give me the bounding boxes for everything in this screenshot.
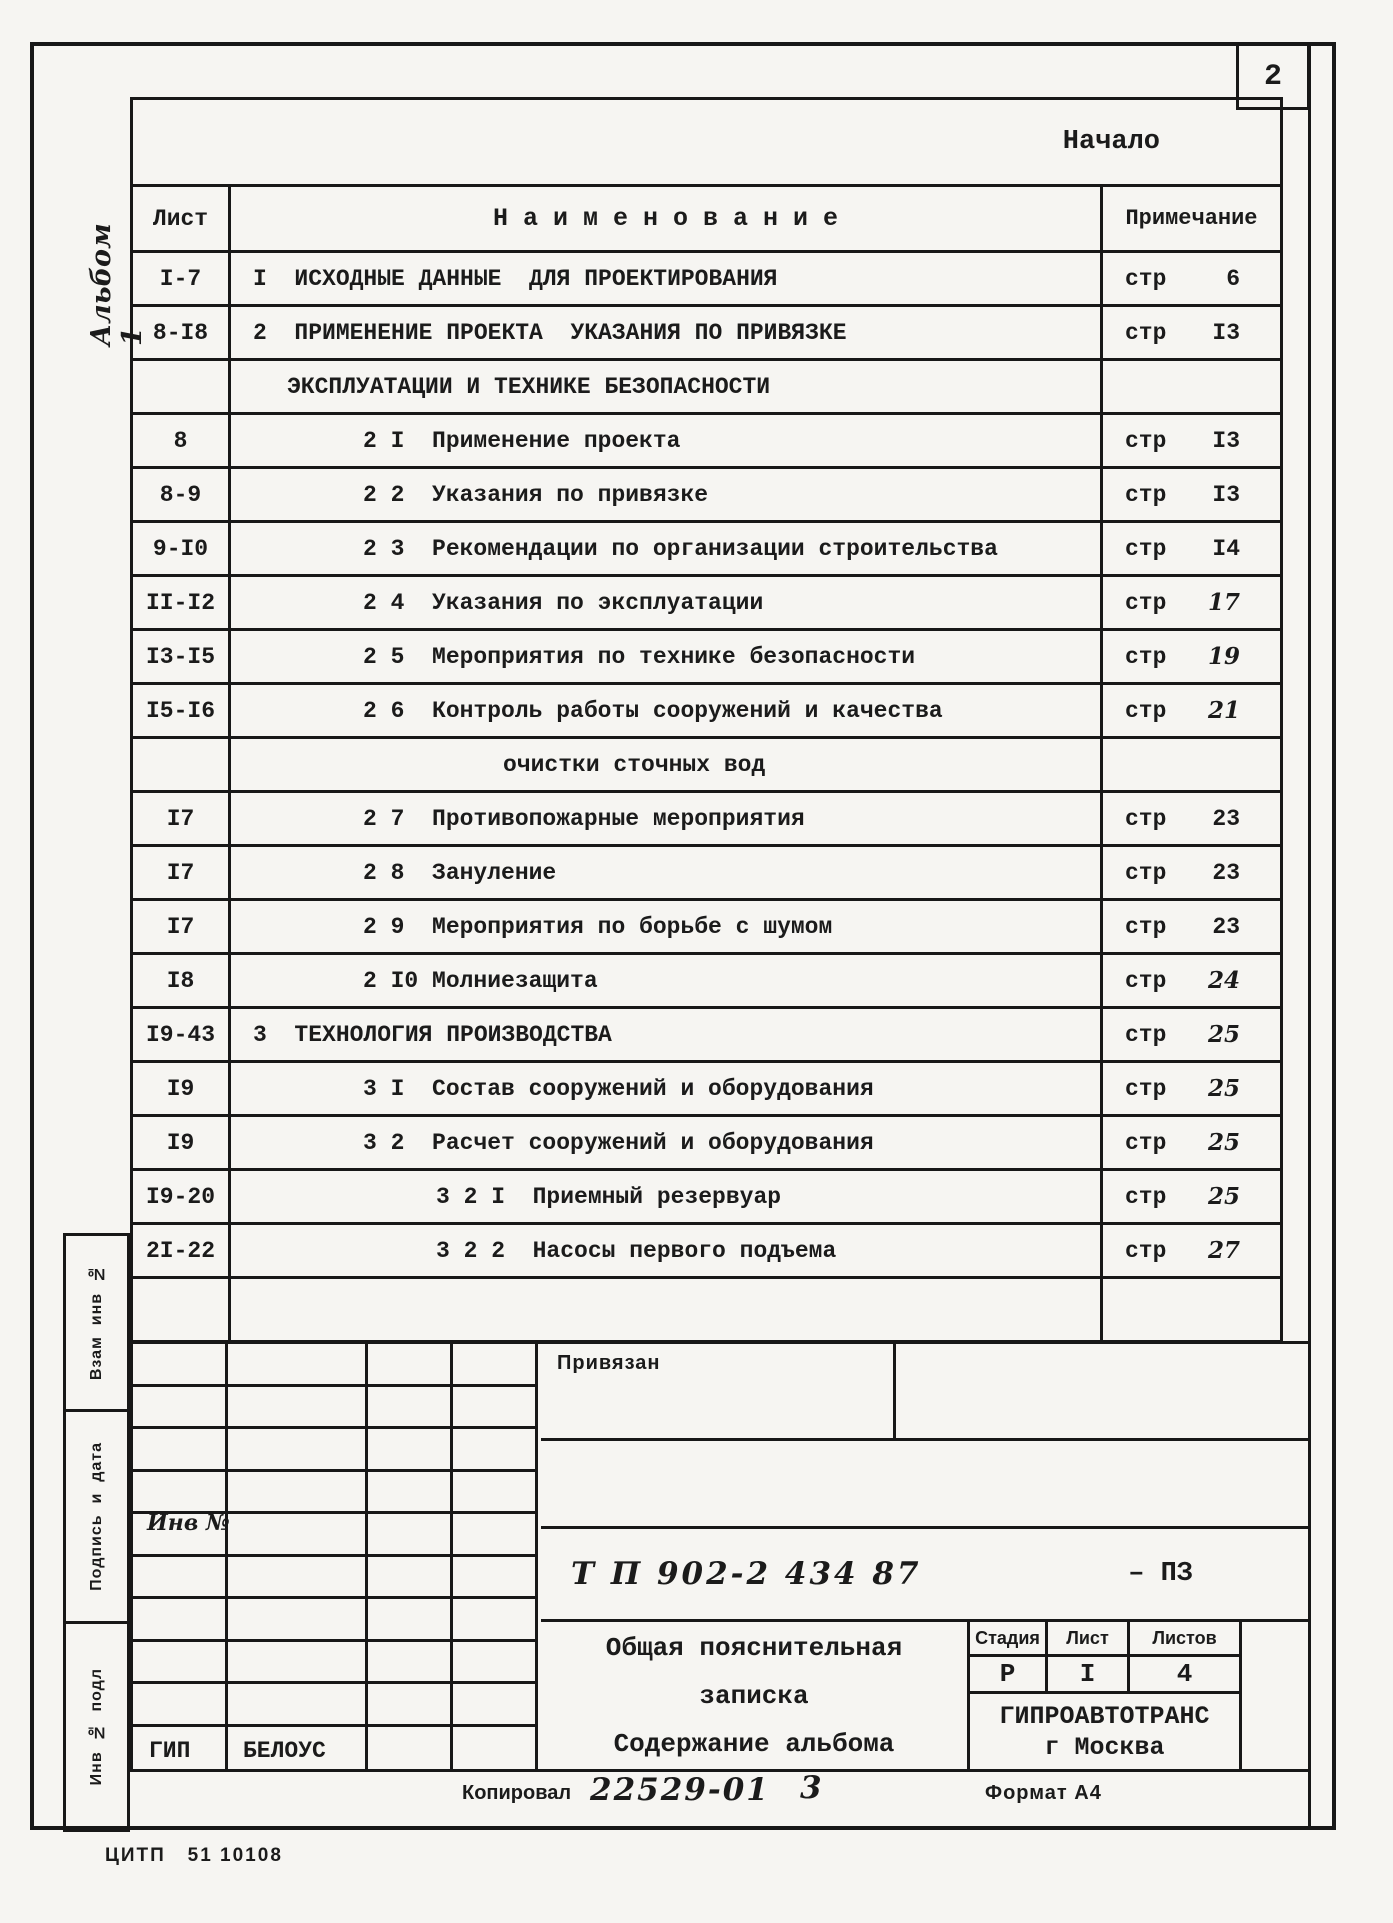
sheet-cell <box>133 739 231 790</box>
note-cell <box>1100 1009 1280 1060</box>
table-row <box>133 358 1280 412</box>
table-row <box>133 574 1280 628</box>
note-cell <box>1100 1225 1280 1276</box>
inv-no-label: Инв № <box>147 1510 230 1536</box>
note-cell <box>1100 253 1280 304</box>
stage-header-row <box>970 1622 1239 1657</box>
doc-title-cell <box>541 1622 970 1769</box>
sheet-cell: I9-20 <box>133 1171 231 1222</box>
start-label: Начало <box>1062 127 1160 157</box>
note-label: стр <box>1125 535 1167 562</box>
stage-value-stadiya: Р <box>970 1657 1048 1691</box>
empty-band <box>541 1441 1308 1529</box>
sheet-cell: 9-I0 <box>133 523 231 574</box>
note-label: стр <box>1125 319 1167 346</box>
note-cell <box>1100 847 1280 898</box>
privyazan-cell <box>541 1344 1308 1441</box>
name-cell: 2 5 Мероприятия по технике безопасности <box>363 643 916 670</box>
table-row <box>133 682 1280 736</box>
note-column-header: Примечание <box>1100 187 1280 250</box>
note-label: стр <box>1125 1183 1167 1210</box>
note-page-number: 19 <box>1207 643 1240 670</box>
stage-value-listov: 4 <box>1176 1659 1193 1689</box>
note-page-number: 23 <box>1212 805 1240 832</box>
table-row <box>133 628 1280 682</box>
signoff-cell <box>368 1514 453 1557</box>
note-page-number: 6 <box>1226 265 1240 292</box>
name-cell: 3 2 I Приемный резервуар <box>436 1183 782 1210</box>
note-cell <box>1100 469 1280 520</box>
title-block-empty-column <box>1242 1622 1308 1769</box>
name-cell: 2 I Применение проекта <box>363 427 681 454</box>
sheet-cell: I8 <box>133 955 231 1006</box>
signoff-cell <box>228 1684 368 1727</box>
note-label: стр <box>1125 265 1167 292</box>
note-cell <box>1100 955 1280 1006</box>
name-cell: 2 8 Зануление <box>363 859 557 886</box>
page-number: 2 <box>1263 59 1282 94</box>
note-cell <box>1100 1171 1280 1222</box>
name-cell: ЭКСПЛУАТАЦИИ И ТЕХНИКЕ БЕЗОПАСНОСТИ <box>287 373 771 400</box>
note-page-number: 27 <box>1207 1237 1240 1264</box>
sheet-cell: 2I-22 <box>133 1225 231 1276</box>
note-page-number: 25 <box>1207 1183 1240 1210</box>
signoff-cell <box>368 1727 453 1770</box>
signoff-cell <box>368 1429 453 1472</box>
signoff-grid <box>133 1344 541 1769</box>
name-cell: 2 2 Указания по привязке <box>363 481 709 508</box>
sheet-cell: I-7 <box>133 253 231 304</box>
strip-cell-podpis-data: Подпись и дата <box>66 1412 127 1624</box>
note-label: стр <box>1125 589 1167 616</box>
table-row <box>133 520 1280 574</box>
signoff-cell <box>368 1472 453 1515</box>
signoff-cell <box>228 1429 368 1472</box>
signoff-cell <box>368 1684 453 1727</box>
signoff-cell <box>453 1684 538 1727</box>
note-page-number: I3 <box>1212 427 1240 454</box>
note-cell <box>1100 307 1280 358</box>
signoff-cell <box>453 1642 538 1685</box>
title-block-right <box>541 1344 1308 1769</box>
note-page-number: I3 <box>1212 481 1240 508</box>
signoff-cell <box>133 1472 228 1515</box>
name-cell: 3 ТЕХНОЛОГИЯ ПРОИЗВОДСТВА <box>253 1021 612 1048</box>
signoff-cell <box>133 1642 228 1685</box>
table-row <box>133 1006 1280 1060</box>
sheet-cell: I9 <box>133 1117 231 1168</box>
note-page-number: 23 <box>1212 913 1240 940</box>
note-page-number: 21 <box>1207 697 1240 724</box>
table-row <box>133 1222 1280 1276</box>
name-cell: 2 4 Указания по эксплуатации <box>363 589 764 616</box>
note-cell <box>1100 577 1280 628</box>
signoff-cell <box>228 1387 368 1430</box>
table-row <box>133 250 1280 304</box>
signoff-cell <box>133 1557 228 1600</box>
table-header-row <box>133 184 1280 250</box>
designation-band <box>541 1529 1308 1622</box>
name-cell: 2 7 Противопожарные мероприятия <box>363 805 805 832</box>
stage-block <box>970 1622 1242 1769</box>
name-cell: 2 9 Мероприятия по борьбе с шумом <box>363 913 833 940</box>
note-page-number: 25 <box>1207 1021 1240 1048</box>
signoff-cell <box>133 1684 228 1727</box>
note-label: стр <box>1125 643 1167 670</box>
note-label: стр <box>1125 697 1167 724</box>
name-cell: 2 6 Контроль работы сооружений и качества <box>363 697 943 724</box>
gip-name: БЕЛОУС <box>243 1738 326 1764</box>
note-label: стр <box>1125 1021 1167 1048</box>
note-cell <box>1100 1063 1280 1114</box>
footer-code: ЦИТП 51 10108 <box>105 1845 283 1866</box>
contents-rows <box>133 250 1280 1276</box>
table-row <box>133 1060 1280 1114</box>
sheet-cell: 8-I8 <box>133 307 231 358</box>
note-page-number: I3 <box>1212 319 1240 346</box>
note-label: стр <box>1125 859 1167 886</box>
format-label: Формат А4 <box>985 1782 1102 1804</box>
name-cell: 2 ПРИМЕНЕНИЕ ПРОЕКТА УКАЗАНИЯ ПО ПРИВЯЗКЕ <box>253 319 847 346</box>
organization-name: ГИПРОАВТОТРАНС <box>999 1701 1210 1731</box>
designation-suffix: – ПЗ <box>1128 1559 1193 1589</box>
left-stamp-strip <box>63 1233 130 1832</box>
name-cell: 2 I0 Молниезащита <box>363 967 598 994</box>
note-page-number: 24 <box>1207 967 1240 994</box>
stage-values-row <box>970 1657 1239 1694</box>
signoff-cell <box>228 1599 368 1642</box>
organization-city: г Москва <box>1044 1732 1165 1762</box>
gip-role: ГИП <box>149 1738 191 1764</box>
table-row <box>133 1168 1280 1222</box>
note-cell <box>1100 631 1280 682</box>
signoff-cell <box>228 1642 368 1685</box>
signoff-cell <box>368 1642 453 1685</box>
table-row <box>133 466 1280 520</box>
signoff-cell <box>453 1557 538 1600</box>
contents-table <box>130 97 1283 1343</box>
strip-cell-inv-podl: Инв № подл <box>87 1667 105 1786</box>
signoff-cell <box>453 1472 538 1515</box>
note-page-number: I4 <box>1212 535 1240 562</box>
note-page-number: 23 <box>1212 859 1240 886</box>
name-cell: 3 2 2 Насосы первого подъема <box>436 1237 837 1264</box>
note-cell <box>1100 523 1280 574</box>
sheet-cell: II-I2 <box>133 577 231 628</box>
note-cell <box>1100 415 1280 466</box>
title-bottom-band <box>541 1622 1308 1769</box>
doc-title-line2: записка <box>699 1680 809 1711</box>
doc-title-line1: Общая пояснительная <box>605 1632 903 1663</box>
sheet-column-header: Лист <box>133 187 231 250</box>
kopiroval-number: 22529-01 <box>590 1772 770 1808</box>
table-row <box>133 736 1280 790</box>
privyazan-label: Привязан <box>557 1352 661 1374</box>
table-row <box>133 304 1280 358</box>
table-row <box>133 1114 1280 1168</box>
stage-header-listov: Листов <box>1152 1627 1217 1648</box>
signoff-cell <box>228 1344 368 1387</box>
sheet-cell: I9-43 <box>133 1009 231 1060</box>
table-row <box>133 952 1280 1006</box>
signoff-cell <box>133 1344 228 1387</box>
note-label: стр <box>1125 1075 1167 1102</box>
designation: Т П 902-2 434 87 <box>571 1556 922 1592</box>
signoff-cell <box>453 1599 538 1642</box>
table-row <box>133 790 1280 844</box>
note-label: стр <box>1125 913 1167 940</box>
note-label: стр <box>1125 1129 1167 1156</box>
signoff-cell <box>133 1429 228 1472</box>
kopiroval-sheet: 3 <box>800 1770 822 1806</box>
sheet-cell: I3-I5 <box>133 631 231 682</box>
sheet-cell: I7 <box>133 793 231 844</box>
signoff-cell <box>228 1514 368 1557</box>
stage-value-list: I <box>1048 1657 1130 1691</box>
organization-cell <box>970 1694 1239 1769</box>
signoff-cell <box>228 1472 368 1515</box>
name-cell: I ИСХОДНЫЕ ДАННЫЕ ДЛЯ ПРОЕКТИРОВАНИЯ <box>253 265 778 292</box>
stage-header-stadiya: Стадия <box>970 1622 1048 1654</box>
name-cell: очистки сточных вод <box>503 751 766 778</box>
note-label: стр <box>1125 427 1167 454</box>
note-page-number: 17 <box>1207 589 1240 616</box>
kopiroval-label: Копировал <box>462 1782 572 1804</box>
sheet-cell: I7 <box>133 901 231 952</box>
signoff-cell <box>453 1344 538 1387</box>
album-label: Альбом 1 <box>86 223 148 346</box>
name-cell: 2 3 Рекомендации по организации строительства <box>363 535 998 562</box>
sheet-cell: 8 <box>133 415 231 466</box>
doc-title-line3: Содержание альбома <box>613 1728 895 1759</box>
signoff-cell <box>453 1387 538 1430</box>
name-cell: 3 I Состав сооружений и оборудования <box>363 1075 874 1102</box>
note-cell <box>1100 793 1280 844</box>
sheet-cell <box>133 361 231 412</box>
note-label: стр <box>1125 967 1167 994</box>
signoff-cell <box>368 1344 453 1387</box>
note-cell <box>1100 361 1280 412</box>
strip-cell-vzam-inv: Взам инв № <box>66 1236 127 1412</box>
sheet-cell: I5-I6 <box>133 685 231 736</box>
signoff-cell <box>133 1387 228 1430</box>
sheet-cell: I9 <box>133 1063 231 1114</box>
note-label: стр <box>1125 1237 1167 1264</box>
privyazan-divider <box>893 1344 896 1438</box>
sheet-cell: I7 <box>133 847 231 898</box>
note-label: стр <box>1125 481 1167 508</box>
signoff-cell <box>453 1727 538 1770</box>
table-row <box>133 844 1280 898</box>
start-band <box>133 100 1280 184</box>
signoff-cell <box>368 1557 453 1600</box>
note-page-number: 25 <box>1207 1129 1240 1156</box>
stage-header-list: Лист <box>1048 1622 1130 1654</box>
note-cell <box>1100 1117 1280 1168</box>
empty-row <box>133 1276 1280 1340</box>
signoff-cell <box>368 1387 453 1430</box>
sheet-cell: 8-9 <box>133 469 231 520</box>
signoff-cell <box>453 1514 538 1557</box>
note-cell <box>1100 739 1280 790</box>
note-cell <box>1100 901 1280 952</box>
title-block <box>130 1341 1311 1772</box>
note-page-number: 25 <box>1207 1075 1240 1102</box>
table-row <box>133 898 1280 952</box>
table-row <box>133 412 1280 466</box>
name-column-header: Н а и м е н о в а н и е <box>492 204 839 233</box>
note-label: стр <box>1125 805 1167 832</box>
signoff-cell <box>368 1599 453 1642</box>
signoff-cell <box>453 1429 538 1472</box>
signoff-cell <box>228 1557 368 1600</box>
name-cell: 3 2 Расчет сооружений и оборудования <box>363 1129 874 1156</box>
signoff-cell <box>133 1599 228 1642</box>
note-cell <box>1100 685 1280 736</box>
